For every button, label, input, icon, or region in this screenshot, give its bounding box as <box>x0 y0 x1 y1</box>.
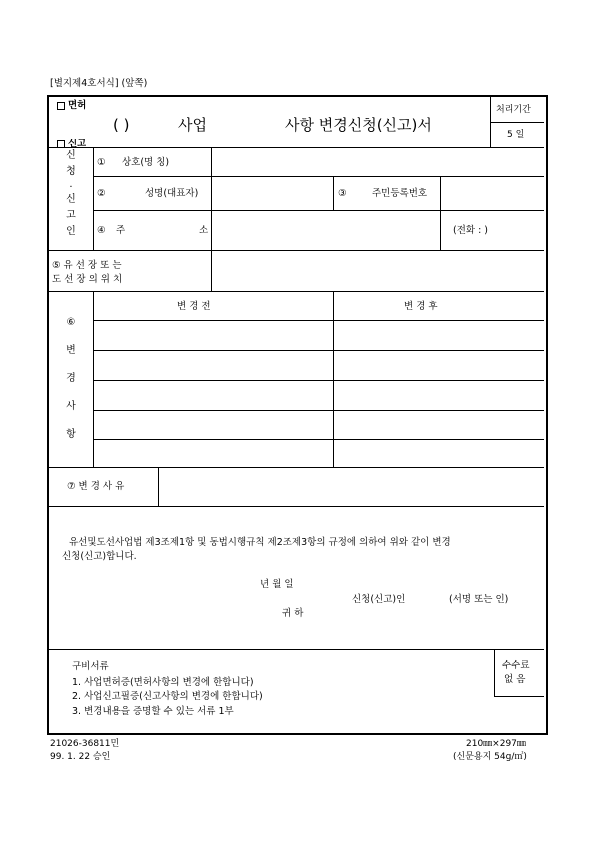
address-field[interactable] <box>213 212 439 249</box>
before-column-header: 변 경 전 <box>177 301 211 312</box>
declaration-recipient: 귀 하 <box>282 608 304 619</box>
id-value-divider <box>440 176 441 250</box>
fee-bottom-line <box>494 696 544 697</box>
form-label: [별지제4호서식] (앞쪽) <box>50 78 148 89</box>
resident-number-label: 주민등록번호 <box>372 188 428 199</box>
fee-label: 수수료 <box>502 660 530 671</box>
process-label: 처리기간 <box>496 105 531 115</box>
business-name-field[interactable] <box>213 149 543 175</box>
approval-date: 99. 1. 22 승인 <box>50 752 111 762</box>
reason-divider <box>158 467 159 506</box>
documents-heading: 구비서류 <box>72 661 109 672</box>
location-field[interactable] <box>213 252 543 290</box>
field3-number: ③ <box>338 188 347 199</box>
option-report[interactable]: 신고 <box>57 139 86 147</box>
title-right: 사항 변경신청(신고)서 <box>285 116 432 134</box>
declaration-text-line2: 신청(신고)합니다. <box>62 551 137 562</box>
resident-number-field[interactable] <box>442 178 543 209</box>
fee-divider <box>494 649 495 696</box>
field2-number: ② <box>97 188 106 199</box>
reason-field[interactable] <box>160 469 543 505</box>
after-column-header: 변 경 후 <box>404 301 438 312</box>
checkbox-icon <box>57 102 65 110</box>
document-item: 1. 사업면허증(면허사항의 변경에 한합니다) <box>72 677 254 688</box>
document-item: 3. 변경내용을 증명할 수 있는 서류 1부 <box>72 706 234 717</box>
declaration-date[interactable]: 년 월 일 <box>260 579 294 590</box>
fee-value: 없 음 <box>504 674 526 685</box>
after-change-field[interactable] <box>335 322 543 466</box>
process-hline <box>490 122 544 123</box>
process-value: 5 일 <box>507 130 525 140</box>
phone-field[interactable]: (전화 : ) <box>453 225 489 236</box>
documents-top-line <box>49 649 544 650</box>
changes-group-divider <box>93 291 94 467</box>
location-top-line <box>49 250 544 251</box>
representative-field[interactable] <box>213 178 332 209</box>
document-item: 2. 사업신고필증(신고사항의 변경에 한합니다) <box>72 691 263 702</box>
checkbox-icon <box>57 140 65 148</box>
changes-group-label: ⑥ 변 경 사 항 <box>66 317 76 440</box>
reason-top-line <box>49 467 544 468</box>
field1-number: ① <box>97 157 106 168</box>
declaration-applicant: 신청(신고)인 <box>352 594 406 605</box>
header-bottom-line <box>49 147 544 148</box>
paper-type: (신문용지 54g/㎡) <box>453 752 527 762</box>
location-label-line1: ⑤ 유 선 장 또 는 <box>52 260 122 271</box>
title-bracket: ( ) <box>113 116 130 134</box>
address-label-a: 주 <box>116 225 126 236</box>
address-label-b: 소 <box>199 225 209 236</box>
applicant-row-line-2 <box>93 210 544 211</box>
changes-middle-divider <box>333 291 334 467</box>
paper-size: 210㎜×297㎜ <box>466 739 526 749</box>
applicant-row-line-1 <box>93 176 544 177</box>
applicant-group-label: 신 청 · 신 고 인 <box>66 150 76 237</box>
applicant-group-divider <box>93 147 94 250</box>
location-label-line2: 도 선 장 의 위 치 <box>52 274 123 285</box>
form-code: 21026-36811민 <box>50 739 120 749</box>
business-name-label: 상호(명 칭) <box>122 157 170 168</box>
signature-field[interactable]: (서명 또는 인) <box>449 594 509 605</box>
declaration-top-line <box>49 506 544 507</box>
changes-row-line-1 <box>93 320 544 321</box>
changes-top-line <box>49 291 544 292</box>
option-license[interactable]: 면허 <box>57 101 86 111</box>
location-divider <box>211 250 212 291</box>
field4-number: ④ <box>97 225 106 236</box>
id-label-left-divider <box>333 176 334 210</box>
reason-label: ⑦ 변 경 사 유 <box>67 481 125 492</box>
declaration-text-line1: 유선및도선사업법 제3조제1항 및 동법시행규칙 제2조제3항의 규정에 의하여 위와 같이 변경 <box>69 537 451 548</box>
before-change-field[interactable] <box>95 322 332 466</box>
representative-label: 성명(대표자) <box>145 188 199 199</box>
applicant-label-divider <box>211 147 212 250</box>
title-left: 사업 <box>178 116 207 134</box>
